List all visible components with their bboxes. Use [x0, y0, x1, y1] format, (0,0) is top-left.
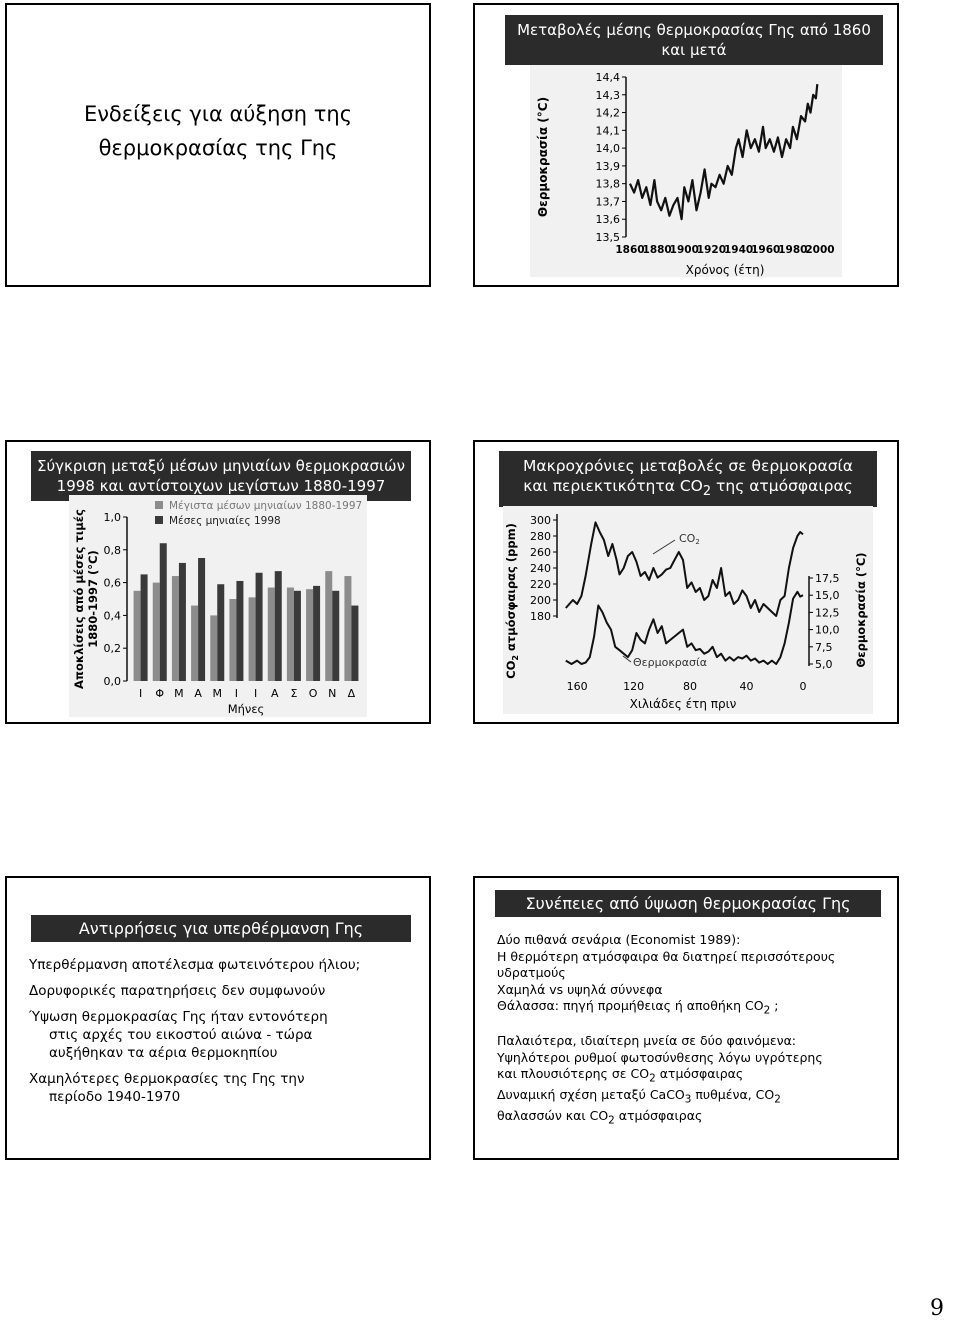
text-line: Χαμηλά vs υψηλά σύννεφα	[497, 981, 663, 997]
objection-item: Δορυφορικές παρατηρήσεις δεν συμφωνούν	[29, 983, 326, 999]
bar-max-1880-1997	[325, 571, 332, 681]
co2-temperature-line-chart	[503, 506, 873, 714]
x-tick-label: 1980	[778, 244, 808, 256]
bar-mean-1998	[198, 558, 205, 681]
x-tick-label: Ι	[253, 687, 258, 700]
left-tick-label: 200	[530, 594, 551, 607]
y-tick-label: 14,2	[595, 106, 620, 120]
x-tick-label: Δ	[347, 687, 356, 700]
y-tick-label: 14,4	[595, 71, 620, 84]
right-tick-label: 5,0	[815, 658, 833, 671]
slide-1-title: Ενδείξεις για αύξηση της θερμοκρασίας της Γης	[83, 102, 353, 160]
legend-swatch	[155, 501, 163, 509]
bar-max-1880-1997	[249, 597, 256, 681]
x-tick-label: 1900	[669, 244, 699, 256]
x-tick-label: 80	[683, 680, 698, 693]
x-tick-label: Ο	[308, 687, 318, 700]
bar-mean-1998	[275, 571, 282, 681]
temperature-series-line	[566, 592, 803, 664]
left-tick-label: 240	[530, 562, 551, 575]
legend-label: Μέσες μηνιαίες 1998	[169, 515, 281, 527]
x-tick-label: 2000	[805, 244, 835, 256]
x-tick-label: 0	[799, 680, 807, 693]
y-tick-label: 14,0	[595, 142, 620, 156]
x-tick-label: Ν	[328, 687, 337, 700]
y-axis-label: Θερμοκρασία (°C)	[536, 96, 550, 218]
x-tick-label: 120	[623, 680, 645, 693]
left-tick-label: 300	[530, 514, 551, 527]
objection-item: Υπερθέρμανση αποτέλεσμα φωτεινότερου ήλιου;	[29, 957, 361, 973]
y-axis-label-line2: 1880-1997 (°C)	[86, 550, 100, 648]
x-tick-label: Ι	[234, 687, 239, 700]
bar-max-1880-1997	[191, 606, 198, 681]
slide-6-title: Συνέπειες από ύψωση θερμοκρασίας Γης	[495, 890, 881, 917]
bar-mean-1998	[217, 584, 224, 681]
y-tick-label: 14,1	[595, 124, 620, 138]
x-tick-label: 160	[566, 680, 588, 693]
co2-series-label: CO2	[679, 532, 700, 546]
y-tick-label: 1,0	[103, 511, 121, 524]
slide-2-title: Μεταβολές μέσης θερμοκρασίας Γης από 1860 και μετά	[505, 15, 883, 65]
x-tick-label: Σ	[290, 687, 298, 700]
monthly-bar-chart	[69, 495, 367, 717]
x-tick-label: 1940	[723, 244, 754, 256]
consequences-text	[497, 932, 891, 1129]
slide-2	[473, 3, 899, 287]
left-tick-label: 280	[530, 530, 551, 543]
right-tick-label: 17,5	[815, 572, 840, 585]
bar-max-1880-1997	[153, 583, 160, 681]
text-line: θαλασσών και $CO_2$ ατμόσφαιρας	[497, 1108, 703, 1127]
x-axis-label: Χιλιάδες έτη πριν	[629, 697, 737, 711]
x-tick-label: 1860	[615, 244, 645, 256]
temperature-series-line	[630, 84, 817, 219]
bar-max-1880-1997	[229, 599, 236, 681]
temperature-chart-1860	[530, 65, 842, 277]
left-axis-label: $CO_2$ ατμόσφαιρας (ppm)	[504, 523, 520, 679]
left-tick-label: 220	[530, 578, 551, 591]
x-tick-label: 1920	[696, 244, 727, 256]
x-tick-label: Α	[194, 687, 202, 700]
bar-max-1880-1997	[268, 588, 275, 681]
y-tick-label: 13,5	[595, 231, 620, 244]
bar-mean-1998	[179, 563, 186, 681]
text-line: Θάλασσα: πηγή προμήθειας ή αποθήκη $CO_2$ ;	[497, 998, 779, 1017]
y-tick-label: 0,8	[103, 543, 121, 557]
bar-mean-1998	[160, 543, 167, 681]
bar-mean-1998	[256, 573, 263, 681]
y-axis-label-line1: Αποκλίσεις από μέσες τιμές	[72, 509, 86, 689]
bar-mean-1998	[332, 591, 339, 681]
text-line: και πλουσιότερης σε $CO_2$ ατμόσφαιρας	[497, 1066, 744, 1085]
right-tick-label: 7,5	[815, 640, 833, 654]
legend-label: Μέγιστα μέσων μηνιαίων 1880-1997	[169, 500, 363, 512]
bar-max-1880-1997	[134, 591, 141, 681]
right-tick-label: 12,5	[815, 606, 840, 620]
text-line: Η θερμότερη ατμόσφαιρα θα διατηρεί περισσότερους υδρατμούς	[497, 948, 836, 980]
y-tick-label: 13,6	[595, 213, 620, 227]
slide-3	[5, 440, 431, 724]
text-line: Δυναμική σχέση μεταξύ CaCO$_3$ πυθμένα, $CO_2$	[497, 1087, 781, 1106]
x-tick-label: 40	[739, 680, 754, 693]
objection-item: Χαμηλότερες θερμοκρασίες της Γης την περίοδο 1940-1970	[29, 1071, 305, 1105]
co2-label-pointer	[653, 540, 675, 554]
bar-mean-1998	[236, 581, 243, 681]
text-line: Παλαιότερα, ιδιαίτερη μνεία σε δύο φαινόμενα:	[497, 1033, 797, 1048]
y-tick-label: 13,9	[595, 159, 620, 173]
bar-mean-1998	[313, 586, 320, 681]
bar-mean-1998	[294, 591, 301, 681]
bar-max-1880-1997	[172, 576, 179, 681]
text-line: Δύο πιθανά σενάρια (Economist 1989):	[497, 932, 741, 947]
co2-temperature-chart	[503, 506, 873, 714]
y-tick-label: 14,3	[595, 88, 620, 102]
slide-5	[5, 876, 431, 1160]
x-tick-label: Ι	[138, 687, 143, 700]
x-tick-label: Φ	[155, 687, 165, 700]
text-line: Υψηλότεροι ρυθμοί φωτοσύνθεσης λόγω υγρότερης	[497, 1049, 823, 1065]
bar-max-1880-1997	[210, 615, 217, 681]
slide-3-title: Σύγκριση μεταξύ μέσων μηνιαίων θερμοκρασιών 1998 και αντίστοιχων μεγίστων 1880-1997	[31, 451, 411, 501]
x-tick-label: Α	[270, 687, 279, 700]
x-axis-label: Μήνες	[227, 702, 265, 716]
bar-max-1880-1997	[344, 576, 351, 681]
slide-1	[5, 3, 431, 287]
x-tick-label: 1880	[642, 244, 672, 256]
monthly-temperature-bar-chart	[69, 495, 367, 717]
slide-6	[473, 876, 899, 1160]
legend-swatch	[155, 516, 163, 524]
objections-list	[29, 956, 425, 1114]
x-tick-label: Μ	[212, 687, 222, 700]
slide-4-title: Μακροχρόνιες μεταβολές σε θερμοκρασία και περιεκτικότητα $CO_2$ της ατμόσφαιρας	[499, 451, 877, 507]
page-number: 9	[930, 1296, 944, 1321]
x-tick-label: Μ	[174, 687, 184, 700]
bar-mean-1998	[351, 606, 358, 681]
y-tick-label: 13,7	[595, 195, 620, 209]
temperature-series-label: Θερμοκρασία	[633, 656, 707, 669]
x-axis-label: Χρόνος (έτη)	[685, 263, 765, 277]
left-tick-label: 260	[530, 546, 551, 559]
objection-item: Ύψωση θερμοκρασίας Γης ήταν εντονότερη στις αρχές του εικοστού αιώνα - τώρα αυξήθηκαν τα αέρια θερμοκηπίου	[29, 1009, 328, 1061]
y-tick-label: 0,6	[103, 576, 121, 590]
right-tick-label: 15,0	[815, 589, 840, 603]
temperature-line-chart	[530, 65, 842, 277]
y-tick-label: 0,0	[103, 675, 121, 688]
x-tick-label: 1960	[751, 244, 781, 256]
bar-max-1880-1997	[306, 589, 313, 681]
bar-max-1880-1997	[287, 588, 294, 681]
slide-5-title: Αντιρρήσεις για υπερθέρμανση Γης	[31, 915, 411, 942]
y-tick-label: 0,2	[103, 642, 121, 656]
y-tick-label: 13,8	[595, 177, 620, 191]
bar-mean-1998	[141, 574, 148, 681]
left-tick-label: 180	[530, 610, 551, 623]
slide-4	[473, 440, 899, 724]
right-axis-label: Θερμοκρασία (°C)	[854, 552, 868, 668]
y-tick-label: 0,4	[103, 609, 121, 623]
right-tick-label: 10,0	[815, 623, 840, 637]
